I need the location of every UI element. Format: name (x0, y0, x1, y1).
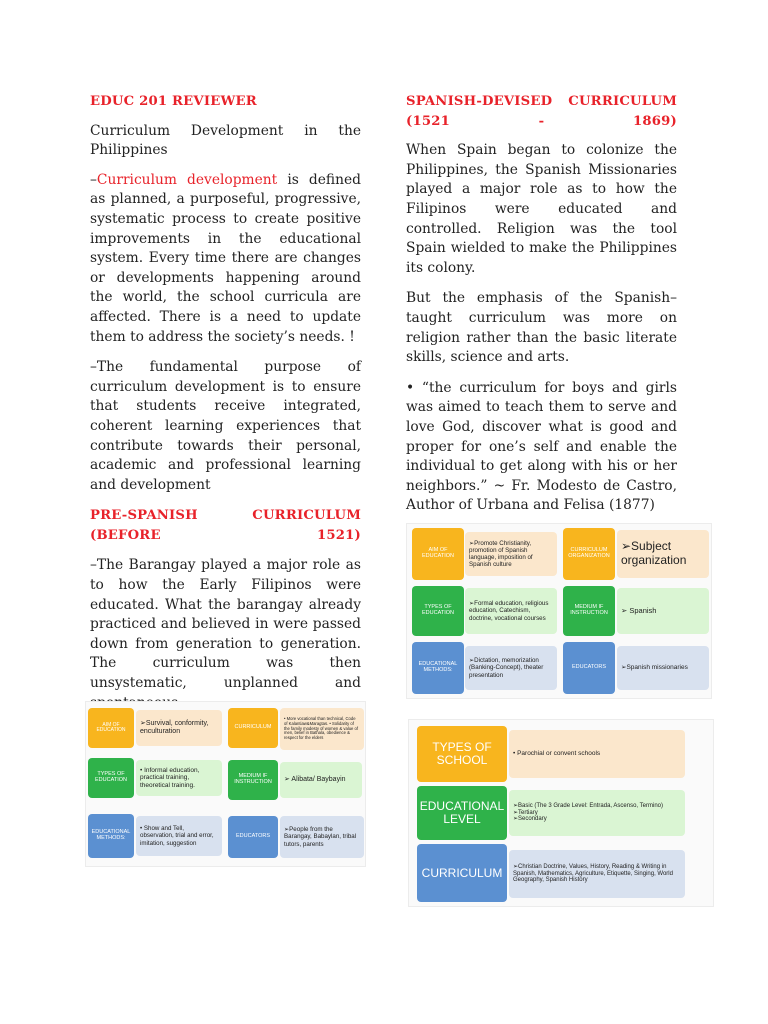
document-title: EDUC 201 REVIEWER (90, 94, 257, 109)
organization-desc: ➢Subject organization (617, 530, 709, 578)
spanish-heading: SPANISH-DEVISED CURRICULUM (1521 - 1869) (406, 94, 677, 129)
purpose-paragraph: –The fundamental purpose of curriculum development is to ensure that students receive integrated, coherent learning experiences that contribute towards their personal, academic and professional learning and development (90, 359, 361, 493)
pre-spanish-paragraph: –The Barangay played a major role as to how the Early Filipinos were educated. What the barangay already practiced and believed in were passed down from generation to generation. The curriculum was then unsystematic, unplanned and (90, 557, 361, 692)
types-label: TYPES OF EDUCATION (88, 758, 134, 798)
aim-label: AIM OF EDUCATION (412, 528, 464, 580)
educators-desc: ➢People from the Barangay, Babaylan, tribal tutors, parents (280, 816, 364, 858)
definition-text: is defined as planned, a purposeful, progressive, systematic process to create positive improvements in the educational system. Every time there are changes or developments happening around the world, the school curricula are affected. There is a need to update them to address the society’s needs. ! (90, 171, 361, 345)
medium-label: MEDIUM IF INSTRUCTION (563, 586, 615, 636)
types-desc: ➢Formal education, religious education, Catechism, doctrine, vocational courses (465, 588, 557, 634)
definition-dash: – (90, 171, 97, 188)
school-diagram (409, 720, 713, 906)
school-types-desc: • Parochial or convent schools (509, 730, 685, 778)
medium-desc: ➢ Alibata/ Baybayin (280, 762, 362, 798)
medium-label: MEDIUM IF INSTRUCTION (228, 760, 278, 800)
aim-desc: ➢Promote Christianity, promotion of Spanish language, imposition of Spanish culture (465, 532, 557, 576)
spanish-quote: • “the curriculum for boys and girls was aimed to teach them to serve and love God, discover what is good and proper for one’s self and enable the individual to get along with his or her neighbors.” ~ Fr. Modesto de Castro, Author of Urbana and Felisa (1877) (406, 379, 677, 514)
school-curriculum-desc: ➢Christian Doctrine, Values, History, Reading & Writing in Spanish, Mathematics, Agriculture, Etiquette, Singing, World Geography, Spanish History (509, 850, 685, 898)
pre-spanish-diagram (86, 702, 365, 866)
pre-spanish-heading: PRE-SPANISH CURRICULUM (BEFORE 1521) (90, 508, 361, 543)
right-column (406, 92, 677, 516)
methods-label: EDUCATIONAL METHODS: (412, 642, 464, 694)
level-tertiary: ➢Tertiary (513, 809, 538, 816)
aim-label: AIM OF EDUCATION (88, 708, 134, 748)
organization-label: CURRICULUM ORGANIZATION (563, 528, 615, 580)
types-label: TYPES OF EDUCATION (412, 586, 464, 636)
level-secondary: ➢Secondary (513, 816, 547, 823)
spanish-paragraph-1: When Spain began to colonize the Philippines, the Spanish Missionaries played a major role as to how the Filipinos were educated and controlled. Religion was the tool Spain wielded to make the Philippines its colony. (406, 142, 677, 276)
level-basic: ➢Basic (The 3 Grade Level: Entrada, Ascenso, Termino) (513, 802, 663, 809)
level-label: EDUCATIONAL LEVEL (417, 786, 507, 840)
educators-label: EDUCATORS (228, 816, 278, 858)
educators-label: EDUCATORS (563, 642, 615, 694)
methods-desc: • Show and Tell, observation, trial and error, imitation, suggestion (136, 816, 222, 856)
left-column (90, 92, 361, 713)
types-desc: • Informal education, practical training, theoretical training. (136, 760, 222, 796)
methods-desc: ➢Dictation, memorization (Banking-Concept), theater presentation (465, 646, 557, 690)
school-curriculum-label: CURRICULUM (417, 844, 507, 902)
medium-desc: ➢ Spanish (617, 588, 709, 634)
curriculum-label: CURRICULUM (228, 708, 278, 748)
aim-desc: ➢Survival, conformity, enculturation (136, 710, 222, 746)
methods-label: EDUCATIONAL METHODS: (88, 814, 134, 858)
spanish-paragraph-2: But the emphasis of the Spanish–taught curriculum was more on religion rather than the basic literate skills, science and arts. (406, 290, 677, 366)
educators-desc: ➢Spanish missionaries (617, 646, 709, 690)
document-subtitle: Curriculum Development in the Philippines (90, 122, 361, 159)
definition-term: Curriculum development (96, 171, 278, 188)
school-types-label: TYPES OF SCHOOL (417, 726, 507, 782)
definition-paragraph (90, 171, 361, 347)
spanish-diagram (407, 524, 711, 698)
level-desc (509, 790, 685, 836)
curriculum-desc: • More vocational than technical, Code of Kalantiaw&Maragtas. • Solidarity of the family modesty of women & value of men, belief in Bathala, obedience & respect for the elders (280, 708, 364, 750)
